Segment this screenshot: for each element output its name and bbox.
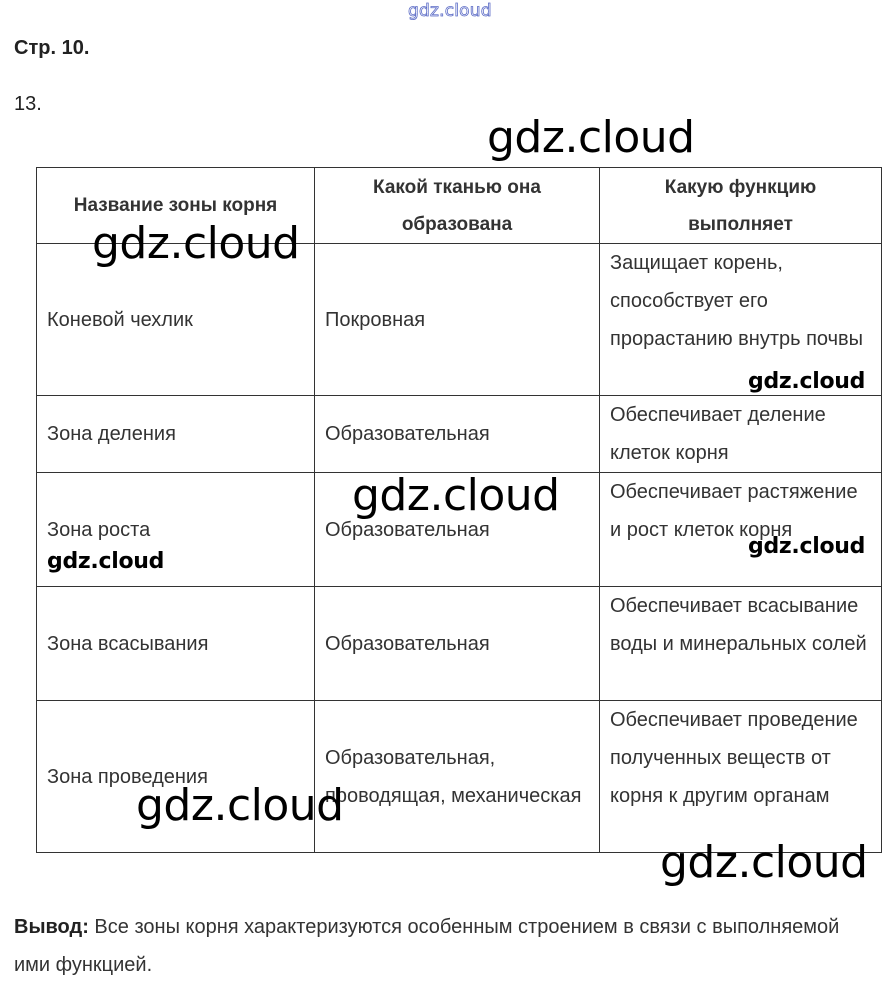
function-cell: Обеспечивает растяжение и рост клеток корня [600,473,882,587]
conclusion-label: Вывод: [14,916,89,938]
table-row [37,396,882,473]
conclusion [14,908,874,984]
zone-name-cell: Зона проведения [37,701,315,853]
table-row [37,587,882,701]
watermark: gdz.cloud [748,369,866,394]
watermark: gdz.cloud [136,780,344,831]
watermark: gdz.cloud [487,112,695,163]
zone-name-cell: Зона роста [37,473,315,587]
function-cell: Обеспечивает проведение полученных веществ от корня к другим органам [600,701,882,853]
header-function: Какую функцию выполняет [600,168,882,244]
conclusion-text: Все зоны корня характеризуются особенным строением в связи с выполняемой ими функцией. [14,916,840,976]
tissue-cell: Покровная [315,244,600,396]
header-tissue: Какой тканью она образована [315,168,600,244]
zone-name-cell: Зона деления [37,396,315,473]
watermark: gdz.cloud [352,470,560,521]
watermark: gdz.cloud [748,534,866,559]
tissue-cell: Образовательная [315,587,600,701]
function-cell: Обеспечивает всасывание воды и минеральных солей [600,587,882,701]
header-zone-name: Название зоны корня [37,168,315,244]
function-cell: Обеспечивает деление клеток корня [600,396,882,473]
tissue-cell: Образовательная [315,473,600,587]
watermark-top: gdz.cloud [408,1,492,21]
watermark: gdz.cloud [92,218,300,269]
tissue-cell: Образовательная [315,396,600,473]
zone-name-cell: Коневой чехлик [37,244,315,396]
function-cell: Защищает корень, способствует его прорастанию внутрь почвы [600,244,882,396]
watermark: gdz.cloud [47,549,165,574]
page-reference: Стр. 10. [14,37,90,59]
tissue-cell: Образовательная, проводящая, механическая [315,701,600,853]
task-number: 13. [14,93,42,115]
zone-name-cell: Зона всасывания [37,587,315,701]
watermark: gdz.cloud [660,837,868,888]
